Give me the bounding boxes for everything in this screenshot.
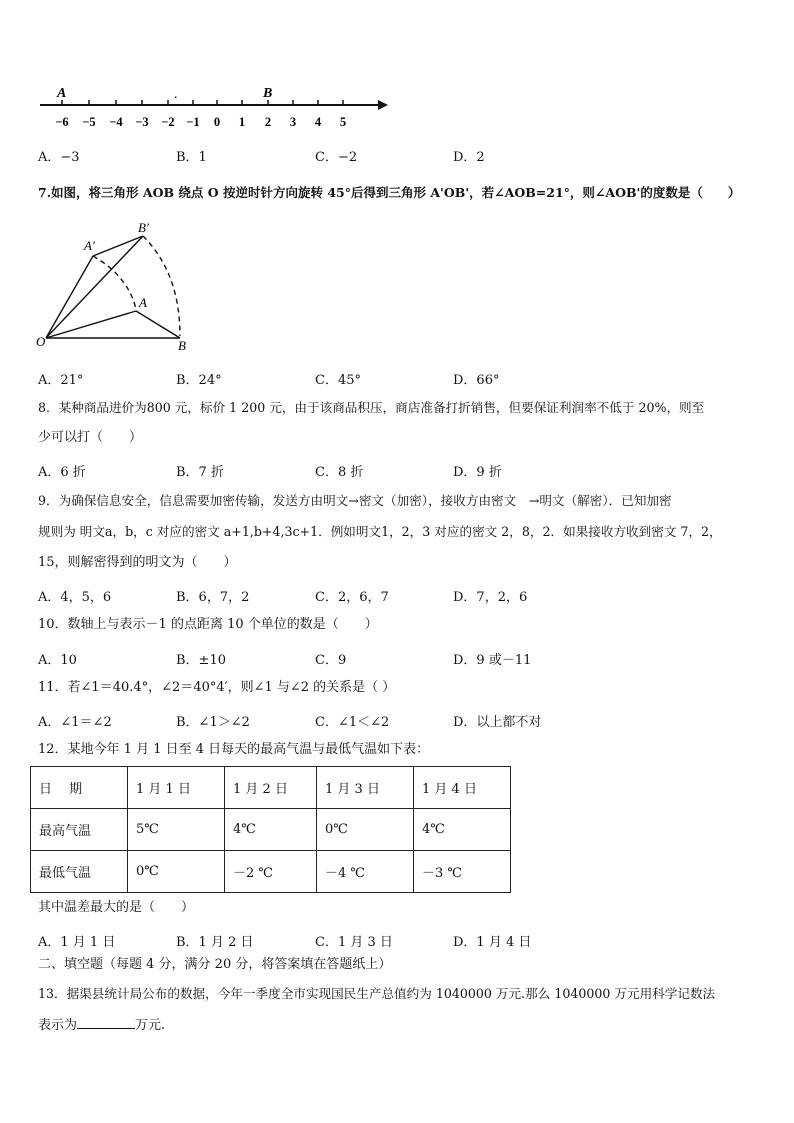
tick-label: −3 (135, 115, 149, 129)
q7-label-o: O (36, 334, 46, 349)
q9-line2: 规则为 明文a，b，c 对应的密文 a+1,b+4,3c+1．例如明文1，2，3 对应的密文 2，8，2．如果接收方收到密文 7，2， (38, 524, 722, 539)
q13-line1: 13．据渠县统计局公布的数据，今年一季度全市实现国民生产总值约为 1040000 万元.那么 1040000 万元用科学记数法 (38, 986, 716, 1001)
q7-label-a-prime: A′ (84, 238, 95, 253)
table-cell: 日 期 (31, 767, 128, 809)
tick-label: 0 (213, 115, 221, 129)
q7-label-b: B (178, 338, 186, 353)
q10-option-d: D．9 或－11 (453, 653, 532, 668)
q11-option-c: C．∠1＜∠2 (315, 715, 390, 730)
table-cell: －3 ℃ (414, 851, 511, 893)
tick-label: −2 (161, 115, 175, 129)
table-cell: 最高气温 (31, 809, 128, 851)
q11-text: 11．若∠1＝40.4°，∠2＝40°4′，则∠1 与∠2 的关系是（ ） (38, 680, 396, 695)
table-row (31, 851, 511, 893)
tick-label: −5 (82, 115, 96, 129)
q11-option-b: B．∠1＞∠2 (176, 715, 250, 730)
tick-label: 5 (339, 115, 347, 129)
tick-label: 4 (314, 115, 322, 129)
q9-option-c: C．2，6，7 (315, 590, 389, 605)
q13-line2-post: 万元. (135, 1018, 166, 1033)
q7-option-a: A．21° (38, 373, 84, 388)
q8-option-c: C．8 折 (315, 465, 364, 480)
q12-option-d: D．1 月 4 日 (453, 935, 532, 950)
q6-option-d: D．2 (453, 150, 485, 165)
q7-text: 7.如图，将三角形 AOB 绕点 O 按逆时针方向旋转 45°后得到三角形 A'OB'，若∠AOB=21°，则∠AOB'的度数是（ ） (38, 185, 741, 200)
tick-label: 1 (238, 115, 246, 129)
table-cell: 1 月 3 日 (317, 767, 414, 809)
q7-option-b: B．24° (176, 373, 222, 388)
section-heading: 二、填空题（每题 4 分，满分 20 分，将答案填在答题纸上） (38, 957, 392, 972)
q12-text: 12．某地今年 1 月 1 日至 4 日每天的最高气温与最低气温如下表： (38, 742, 430, 757)
q7-rotation-figure (30, 218, 210, 358)
q10-option-a: A．10 (38, 653, 77, 668)
table-cell: 1 月 2 日 (225, 767, 317, 809)
q9-option-a: A．4，5，6 (38, 590, 112, 605)
q9-line1: 9．为确保信息安全，信息需要加密传输，发送方由明文→密文（加密），接收方由密文 →明文（解密）．已知加密 (38, 493, 672, 508)
table-cell: 最低气温 (31, 851, 128, 893)
q6-option-c: C．−2 (315, 150, 358, 165)
q8-option-b: B．7 折 (176, 465, 224, 480)
q8-line1: 8．某种商品进价为800 元，标价 1 200 元，由于该商品积压，商店准备打折销售，但要保证利润率不低于 20%，则至 (38, 400, 705, 415)
temperature-table (30, 766, 511, 893)
q10-option-b: B．±10 (176, 653, 226, 668)
table-row (31, 809, 511, 851)
q12-option-b: B．1 月 2 日 (176, 935, 254, 950)
q12-option-a: A．1 月 1 日 (38, 935, 116, 950)
q8-line2: 少可以打（ ） (38, 430, 143, 445)
q9-option-d: D．7，2，6 (453, 590, 528, 605)
table-cell: －4 ℃ (317, 851, 414, 893)
table-cell: 0℃ (317, 809, 414, 851)
q11-option-d: D．以上都不对 (453, 715, 542, 730)
q7-label-b-prime: B′ (138, 220, 149, 235)
q12-option-c: C．1 月 3 日 (315, 935, 393, 950)
table-cell: 4℃ (225, 809, 317, 851)
table-cell: －2 ℃ (225, 851, 317, 893)
q8-option-a: A．6 折 (38, 465, 86, 480)
q13-line2-pre: 表示为 (38, 1018, 78, 1033)
numberline-label-b: B (263, 86, 273, 101)
table-cell: 0℃ (128, 851, 225, 893)
tick-label: −6 (55, 115, 69, 129)
numberline-label-a: A (57, 86, 67, 101)
table-row (31, 767, 511, 809)
tick-label: 2 (264, 115, 272, 129)
q9-line3: 15，则解密得到的明文为（ ） (38, 555, 237, 570)
q7-option-c: C．45° (315, 373, 361, 388)
q12-after: 其中温差最大的是（ ） (38, 900, 195, 915)
table-cell: 5℃ (128, 809, 225, 851)
table-cell: 1 月 1 日 (128, 767, 225, 809)
tick-label: −4 (109, 115, 123, 129)
table-cell: 4℃ (414, 809, 511, 851)
numberline-dot: . (174, 87, 178, 102)
q13-line2 (38, 1014, 165, 1036)
q8-option-d: D．9 折 (453, 465, 502, 480)
table-cell: 1 月 4 日 (414, 767, 511, 809)
q9-option-b: B．6，7，2 (176, 590, 250, 605)
tick-label: −1 (186, 115, 200, 129)
q6-option-b: B．1 (176, 150, 207, 165)
q10-option-c: C．9 (315, 653, 347, 668)
q11-option-a: A．∠1＝∠2 (38, 715, 112, 730)
number-line-figure (30, 80, 400, 140)
q6-option-a: A．−3 (38, 150, 80, 165)
q7-option-d: D．66° (453, 373, 500, 388)
q10-text: 10．数轴上与表示－1 的点距离 10 个单位的数是（ ） (38, 617, 378, 632)
q7-label-a: A (139, 295, 147, 310)
tick-label: 3 (289, 115, 297, 129)
answer-blank[interactable] (77, 1014, 135, 1029)
